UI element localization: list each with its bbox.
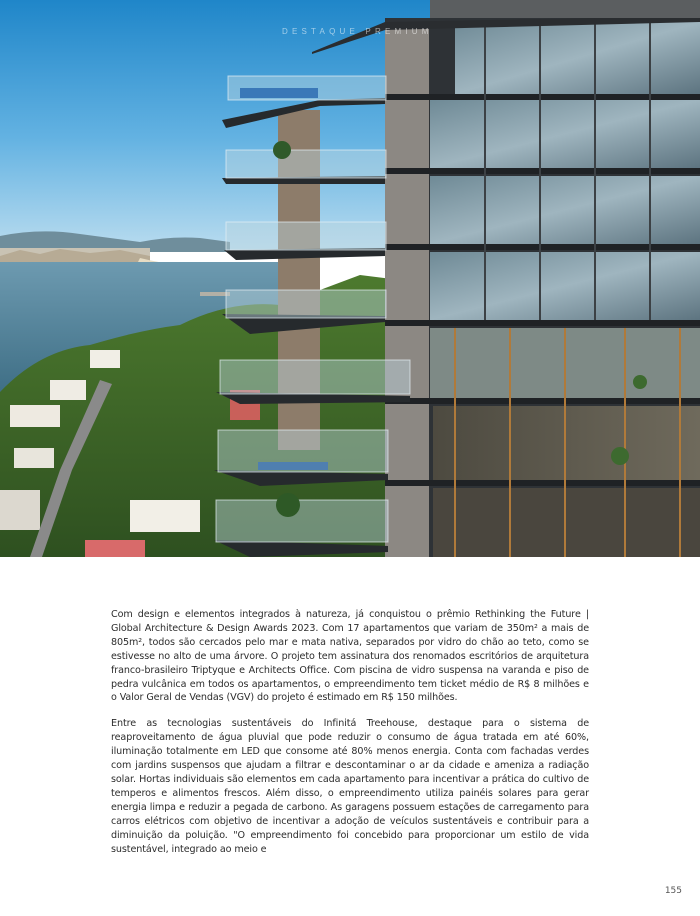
section-kicker: DESTAQUE PREMIUM	[282, 27, 433, 36]
article-paragraph: Com design e elementos integrados à natureza, já conquistou o prêmio Rethinking the Future | Global Architecture & Design Awards 2023. Com 17 apartamentos que variam de 350m² a mais de 805m², todos são cercados pelo mar e mata nativa, separados por vidro do chão ao teto, como se estivesse no alto de uma árvore. O projeto tem assinatura dos renomados escritórios de arquitetura franco-brasileiro Triptyque e Architects Office. Com piscina de vidro suspensa na varanda e piso de pedra vulcânica em todos os apartamentos, o empreendimento tem ticket médio de R$ 8 milhões e o Valor Geral de Vendas (VGV) do projeto é estimado em R$ 150 milhões.	[111, 609, 589, 704]
article-body	[111, 608, 589, 868]
page-number: 155	[664, 886, 682, 896]
article-paragraph: Entre as tecnologias sustentáveis do Infinitá Treehouse, destaque para o sistema de reaproveitamento de água pluvial que pode reduzir o consumo de água tratada em até 60%, iluminação totalmente em LED que consome até 80% menos energia. Conta com fachadas verdes com jardins suspensos que ajudam a filtrar e descontaminar o ar da cidade e ameniza a radiação solar. Hortas individuais são elementos em cada apartamento para incentivar a prática do cultivo de temperos e alimentos frescos. Além disso, o empreendimento utiliza painéis solares para gerar energia limpa e reduzir a pegada de carbono. As garagens possuem estações de carregamento para carros elétricos com objetivo de incentivar a adoção de veículos sustentáveis e contribuir para a diminuição da poluição. "O empreendimento foi concebido para proporcionar um estilo de vida sustentável, integrado ao meio e	[111, 718, 589, 855]
